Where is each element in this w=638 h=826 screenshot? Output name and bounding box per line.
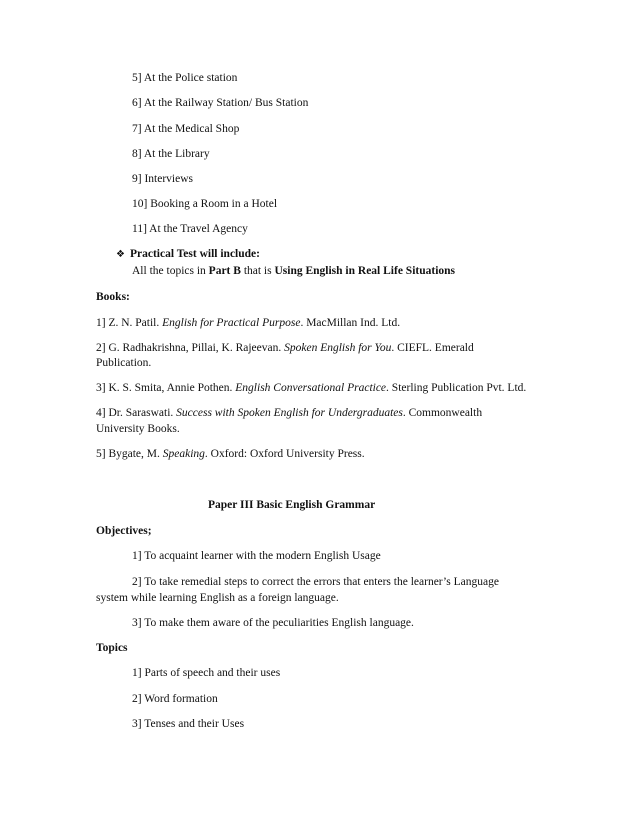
practical-test-prefix: All the topics in — [132, 265, 209, 277]
practical-test-heading-line — [116, 247, 260, 262]
practical-test-heading: Practical Test will include: — [129, 248, 260, 260]
topic-list-item: 3] Tenses and their Uses — [132, 718, 245, 730]
practical-test-part: Part B — [208, 265, 241, 277]
topic-item: 7] At the Medical Shop — [132, 123, 240, 135]
objective-item: 2] To take remedial steps to correct the errors that enters the learner’s Language — [132, 576, 499, 588]
book-entry — [96, 316, 400, 330]
book-publisher: . Oxford: Oxford University Press. — [204, 448, 365, 460]
book-publisher: . CIEFL. Emerald — [391, 342, 474, 354]
topics-heading: Topics — [96, 642, 128, 654]
book-author: 4] Dr. Saraswati. — [96, 407, 177, 419]
book-publisher: . Sterling Publication Pvt. Ltd. — [386, 382, 527, 394]
practical-test-part-title: Using English in Real Life Situations — [274, 265, 456, 277]
book-author: 2] G. Radhakrishna, Pillai, K. Rajeevan. — [96, 342, 285, 354]
topic-item: 6] At the Railway Station/ Bus Station — [132, 97, 309, 109]
book-title: Success with Spoken English for Undergraduates — [176, 407, 403, 419]
topic-item: 5] At the Police station — [132, 72, 238, 84]
book-author: 5] Bygate, M. — [96, 448, 163, 460]
practical-test-description — [132, 264, 455, 278]
topic-list-item: 2] Word formation — [132, 693, 218, 705]
book-title: Speaking — [162, 448, 205, 460]
book-title: Spoken English for You — [284, 342, 392, 354]
book-entry — [96, 341, 474, 355]
book-title: English for Practical Purpose — [162, 317, 301, 329]
book-entry — [96, 447, 365, 461]
book-entry — [96, 406, 482, 420]
books-heading: Books: — [96, 291, 130, 303]
topic-item: 11] At the Travel Agency — [132, 223, 248, 235]
paper-title: Paper III Basic English Grammar — [208, 499, 376, 511]
book-entry — [96, 381, 526, 395]
book-author: 3] K. S. Smita, Annie Pothen. — [96, 382, 236, 394]
book-title: English Conversational Practice — [235, 382, 387, 394]
book-entry-continued: University Books. — [96, 423, 180, 435]
objective-item-continued: system while learning English as a foreign language. — [96, 592, 339, 604]
objective-item: 1] To acquaint learner with the modern English Usage — [132, 550, 381, 562]
diamond-bullet-icon: ❖ — [116, 249, 125, 260]
objective-item: 3] To make them aware of the peculiarities English language. — [132, 617, 414, 629]
practical-test-middle: that is — [240, 265, 275, 277]
objectives-heading: Objectives; — [96, 525, 152, 537]
book-entry-continued: Publication. — [96, 357, 152, 369]
topic-item: 10] Booking a Room in a Hotel — [132, 198, 278, 210]
book-publisher: . MacMillan Ind. Ltd. — [300, 317, 401, 329]
topic-item: 8] At the Library — [132, 148, 210, 160]
book-publisher: . Commonwealth — [402, 407, 483, 419]
book-author: 1] Z. N. Patil. — [96, 317, 163, 329]
topic-list-item: 1] Parts of speech and their uses — [132, 667, 281, 679]
topic-item: 9] Interviews — [132, 173, 193, 185]
